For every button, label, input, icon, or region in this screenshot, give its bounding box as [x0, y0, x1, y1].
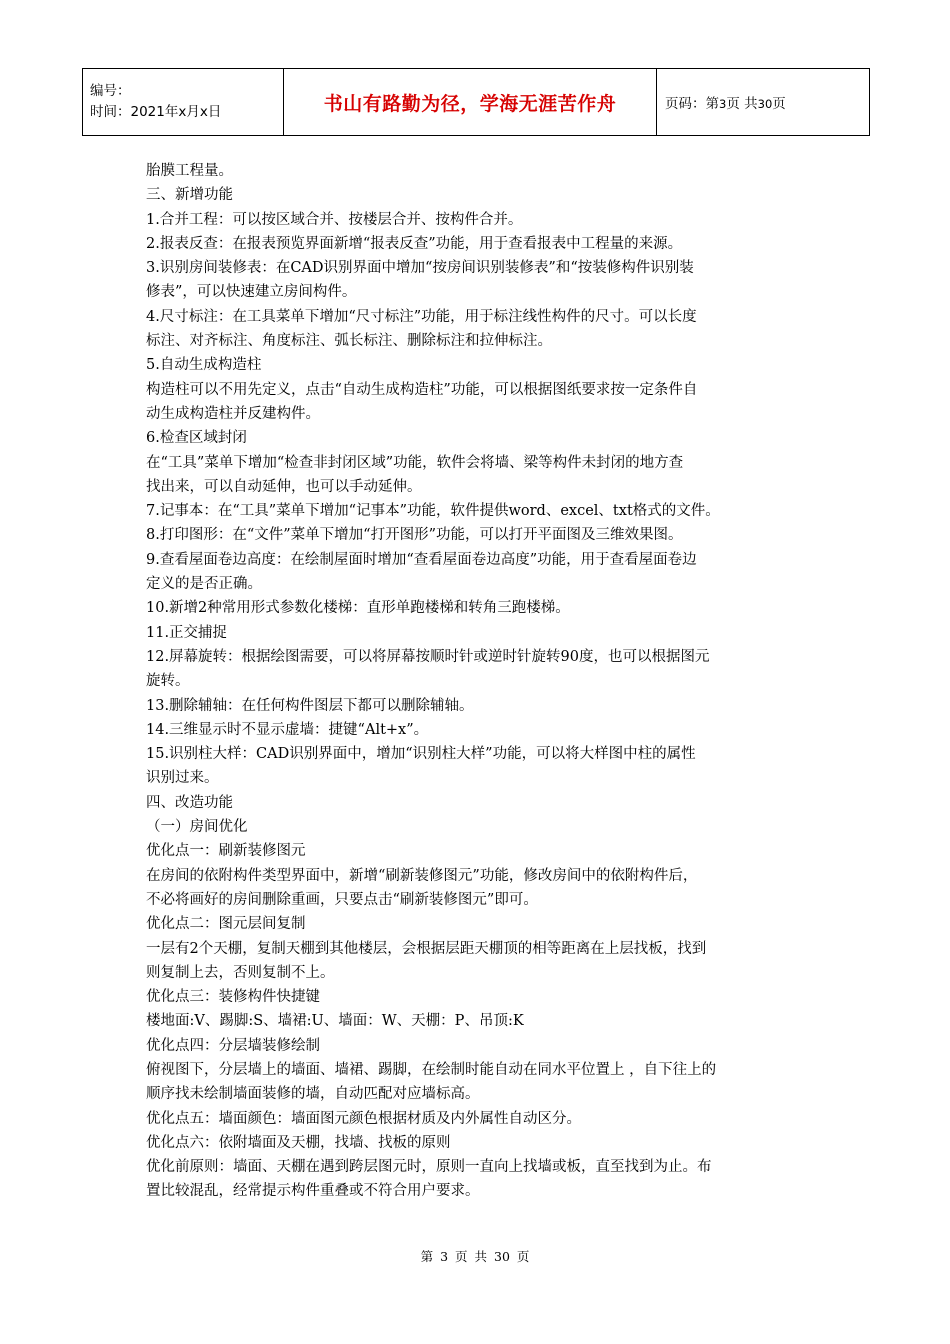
text-line: 在“工具”菜单下增加“检查非封闭区域”功能，软件会将墙、梁等构件未封闭的地方查: [146, 454, 684, 471]
text-line: （一）房间优化: [146, 819, 248, 836]
header-table: [82, 68, 870, 136]
text-line: 11.正交捕捉: [146, 624, 228, 641]
text-line: 俯视图下，分层墙上的墙面、墙裙、踢脚，在绘制时能自动在同水平位置上 ，自下往上的: [146, 1061, 717, 1078]
header-page-cell: [657, 69, 870, 136]
text-line: 8.打印图形：在“文件”菜单下增加“打开图形”功能，可以打开平面图及三维效果图。: [146, 527, 683, 544]
text-line: 三、新增功能: [146, 187, 233, 204]
text-line: 构造柱可以不用先定义，点击“自动生成构造柱”功能，可以根据图纸要求按一定条件自: [146, 381, 698, 398]
text-line: 2.报表反查：在报表预览界面新增“报表反查”功能，用于查看报表中工程量的来源。: [146, 235, 683, 252]
text-line: 14.三维显示时不显示虚墙：捷键“Alt+x”。: [146, 721, 429, 738]
footer-middle: 页 共: [455, 1249, 488, 1264]
footer-total: 30: [494, 1249, 510, 1264]
text-line: 优化点五：墙面颜色：墙面图元颜色根据材质及内外属性自动区分。: [146, 1110, 581, 1127]
text-line: 15.识别柱大样：CAD识别界面中，增加“识别柱大样”功能，可以将大样图中柱的属性: [146, 746, 696, 763]
text-line: 定义的是否正确。: [146, 576, 262, 593]
page-total: 30: [757, 97, 773, 111]
number-label: 编号：: [90, 83, 131, 99]
text-line: 一层有2个天棚，复制天棚到其他楼层，会根据层距天棚顶的相等距离在上层找板，找到: [146, 940, 707, 957]
text-line: 修表”，可以快速建立房间构件。: [146, 284, 357, 301]
text-line: 10.新增2种常用形式参数化楼梯：直形单跑楼梯和转角三跑楼梯。: [146, 600, 570, 617]
page-middle: 页 共: [726, 96, 758, 112]
motto: 书山有路勤为径，学海无涯苦作舟: [284, 69, 657, 136]
header-info-cell: [83, 69, 284, 136]
text-line: 6.检查区域封闭: [146, 430, 247, 447]
text-line: 旋转。: [146, 673, 190, 690]
text-line: 4.尺寸标注：在工具菜单下增加“尺寸标注”功能，用于标注线性构件的尺寸。可以长度: [146, 308, 697, 325]
time-label: 时间：2021年x月x日: [90, 104, 222, 120]
text-line: 识别过来。: [146, 770, 219, 787]
page-current: 3: [719, 97, 727, 111]
text-line: 优化点三：装修构件快捷键: [146, 989, 320, 1006]
text-line: 7.记事本：在“工具”菜单下增加“记事本”功能，软件提供word、excel、txt格式的文件。: [146, 503, 720, 520]
footer-suffix: 页: [516, 1249, 530, 1264]
footer-prefix: 第: [420, 1249, 434, 1264]
text-line: 标注、对齐标注、角度标注、弧长标注、删除标注和拉伸标注。: [146, 333, 552, 350]
text-line: 1.合并工程：可以按区域合并、按楼层合并、按构件合并。: [146, 211, 523, 228]
document-body: [146, 159, 816, 1204]
text-line: 优化前原则：墙面、天棚在遇到跨层图元时，原则一直向上找墙或板，直至找到为止。布: [146, 1159, 712, 1176]
text-line: 优化点六：依附墙面及天棚，找墙、找板的原则: [146, 1134, 451, 1151]
text-line: 则复制上去，否则复制不上。: [146, 964, 335, 981]
text-line: 优化点二：图元层间复制: [146, 916, 306, 933]
page-suffix: 页: [772, 96, 786, 112]
text-line: 四、改造功能: [146, 794, 233, 811]
text-line: 3.识别房间装修表：在CAD识别界面中增加“按房间识别装修表”和“按装修构件识别装: [146, 260, 694, 277]
footer-current: 3: [440, 1249, 449, 1264]
text-line: 不必将画好的房间删除重画，只要点击“刷新装修图元”即可。: [146, 891, 538, 908]
text-line: 优化点一：刷新装修图元: [146, 843, 306, 860]
text-line: 楼地面:V、踢脚:S、墙裙:U、墙面：W、天棚：P、吊顶:K: [146, 1013, 524, 1030]
text-line: 优化点四：分层墙装修绘制: [146, 1037, 320, 1054]
text-line: 9.查看屋面卷边高度：在绘制屋面时增加“查看屋面卷边高度”功能，用于查看屋面卷边: [146, 551, 697, 568]
text-line: 5.自动生成构造柱: [146, 357, 262, 374]
text-line: 动生成构造柱并反建构件。: [146, 405, 320, 422]
text-line: 顺序找未绘制墙面装修的墙，自动匹配对应墙标高。: [146, 1086, 480, 1103]
text-line: 12.屏幕旋转：根据绘图需要，可以将屏幕按顺时针或逆时针旋转90度，也可以根据图元: [146, 648, 710, 665]
page-footer: [0, 1247, 950, 1265]
text-line: 在房间的依附构件类型界面中，新增“刷新装修图元”功能，修改房间中的依附构件后，: [146, 867, 698, 884]
text-line: 胎膜工程量。: [146, 163, 233, 179]
text-line: 13.删除辅轴：在任何构件图层下都可以删除辅轴。: [146, 697, 474, 714]
page-prefix: 页码：第: [665, 96, 719, 112]
text-line: 找出来，可以自动延伸，也可以手动延伸。: [146, 478, 422, 495]
text-line: 置比较混乱，经常提示构件重叠或不符合用户要求。: [146, 1183, 480, 1200]
